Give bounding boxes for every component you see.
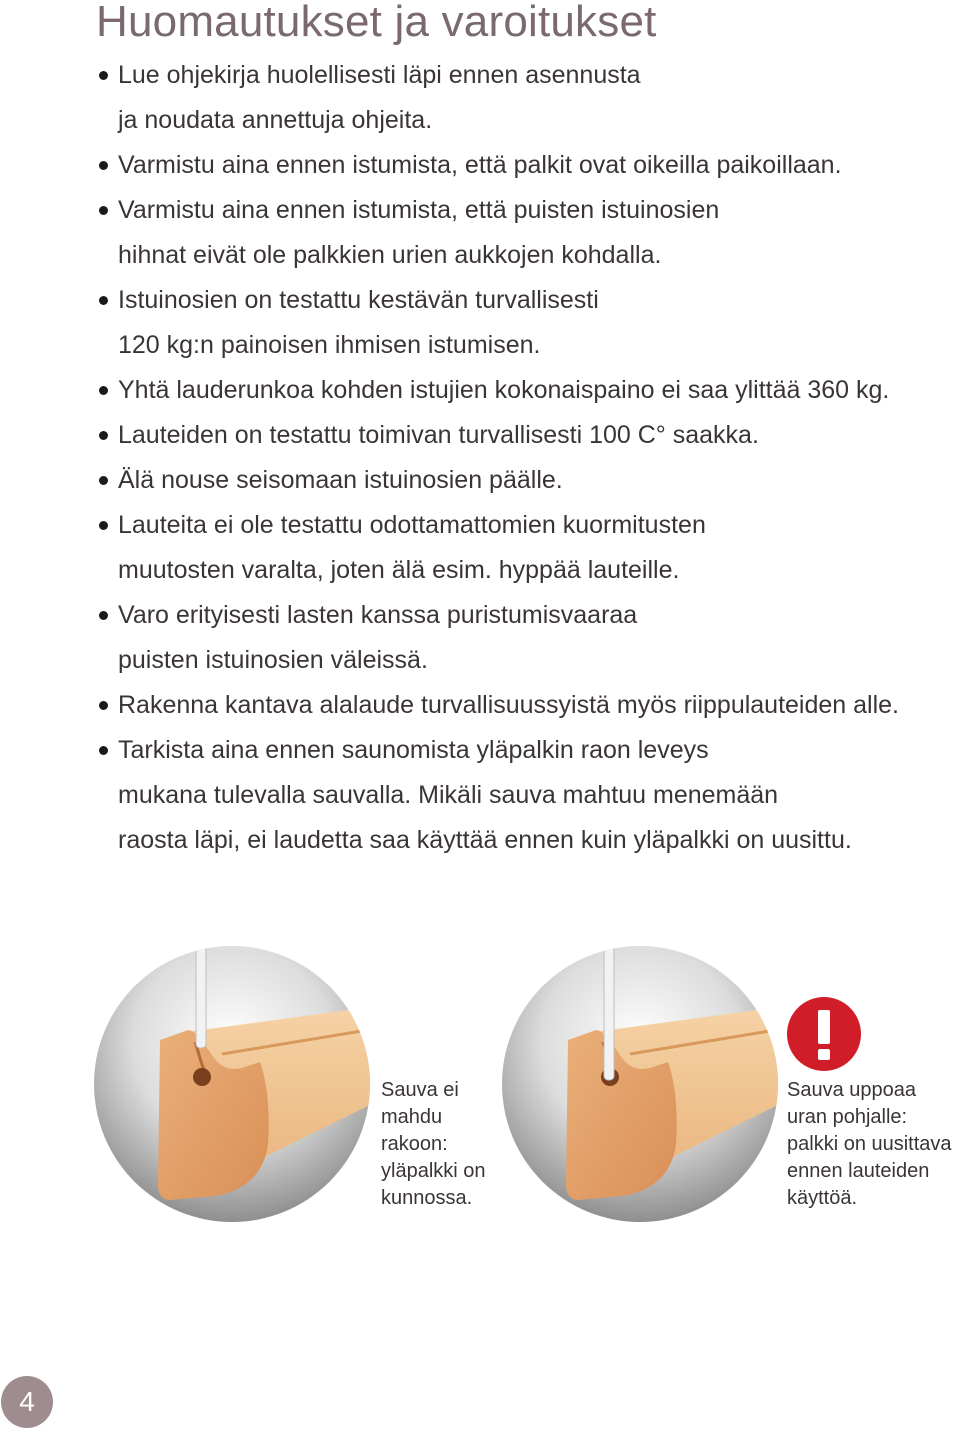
bullet-icon bbox=[99, 746, 108, 755]
bullet-icon bbox=[99, 386, 108, 395]
bullet-icon bbox=[99, 431, 108, 440]
warning-item bbox=[96, 368, 956, 413]
caption-line: mahdu bbox=[381, 1106, 443, 1128]
warning-item bbox=[96, 683, 956, 728]
warning-line: ja noudata annettuja ohjeita. bbox=[118, 106, 433, 134]
caption-line: Sauva uppoaa bbox=[787, 1079, 917, 1101]
warning-line: Rakenna kantava alalaude turvallisuussyistä myös riippulauteiden alle. bbox=[118, 691, 900, 719]
warning-item bbox=[96, 188, 956, 278]
bullet-icon bbox=[99, 206, 108, 215]
warning-line: Varmistu aina ennen istumista, että puisten istuinosien bbox=[118, 196, 720, 224]
warning-line: puisten istuinosien väleissä. bbox=[118, 646, 428, 674]
warning-line: Yhtä lauderunkoa kohden istujien kokonaispaino ei saa ylittää 360 kg. bbox=[118, 376, 890, 404]
warning-line: Lauteiden on testattu toimivan turvallisesti 100 C° saakka. bbox=[118, 421, 759, 449]
warning-line: Älä nouse seisomaan istuinosien päälle. bbox=[118, 466, 563, 494]
bullet-icon bbox=[99, 296, 108, 305]
bullet-icon bbox=[99, 611, 108, 620]
caption-line: kunnossa. bbox=[381, 1187, 473, 1209]
warning-line: raosta läpi, ei laudetta saa käyttää ennen kuin yläpalkki on uusittu. bbox=[118, 826, 852, 854]
warning-line: muutosten varalta, joten älä esim. hyppää lauteille. bbox=[118, 556, 680, 584]
bullet-icon bbox=[99, 71, 108, 80]
warning-line: Istuinosien on testattu kestävän turvallisesti bbox=[118, 286, 599, 314]
warning-line: Varo erityisesti lasten kanssa puristumisvaaraa bbox=[118, 601, 638, 629]
caption-line: rakoon: bbox=[381, 1133, 448, 1155]
warning-line: Tarkista aina ennen saunomista yläpalkin raon leveys bbox=[118, 736, 709, 764]
rod-not-fitting-illustration bbox=[92, 944, 372, 1224]
caption-line: yläpalkki on bbox=[381, 1160, 486, 1182]
warning-item bbox=[96, 143, 956, 188]
caption-rod-not-fitting bbox=[381, 1077, 486, 1212]
bullet-icon bbox=[99, 521, 108, 530]
page-title: Huomautukset ja varoitukset bbox=[96, 0, 657, 46]
warning-item bbox=[96, 593, 956, 683]
warning-item bbox=[96, 503, 956, 593]
warning-list bbox=[96, 53, 956, 863]
warning-line: Varmistu aina ennen istumista, että palkit ovat oikeilla paikoillaan. bbox=[118, 151, 842, 179]
page-number: 4 bbox=[1, 1376, 53, 1428]
warning-line: 120 kg:n painoisen ihmisen istumisen. bbox=[118, 331, 541, 359]
caption-line: ennen lauteiden bbox=[787, 1160, 930, 1182]
caption-line: Sauva ei bbox=[381, 1079, 459, 1101]
warning-line: mukana tulevalla sauvalla. Mikäli sauva mahtuu menemään bbox=[118, 781, 779, 809]
warning-item bbox=[96, 458, 956, 503]
caption-line: palkki on uusittava bbox=[787, 1133, 952, 1155]
bullet-icon bbox=[99, 701, 108, 710]
warning-line: Lue ohjekirja huolellisesti läpi ennen asennusta bbox=[118, 61, 641, 89]
warning-line: Lauteita ei ole testattu odottamattomien kuormitusten bbox=[118, 511, 706, 539]
caption-rod-sinking bbox=[787, 1077, 952, 1212]
warning-item bbox=[96, 413, 956, 458]
bullet-icon bbox=[99, 161, 108, 170]
caption-line: uran pohjalle: bbox=[787, 1106, 908, 1128]
warning-item bbox=[96, 53, 956, 143]
exclamation-icon bbox=[787, 997, 861, 1071]
rod-sinking-illustration bbox=[500, 944, 780, 1224]
bullet-icon bbox=[99, 476, 108, 485]
warning-item bbox=[96, 278, 956, 368]
warning-item bbox=[96, 728, 956, 863]
warning-line: hihnat eivät ole palkkien urien aukkojen kohdalla. bbox=[118, 241, 662, 269]
caption-line: käyttöä. bbox=[787, 1187, 858, 1209]
